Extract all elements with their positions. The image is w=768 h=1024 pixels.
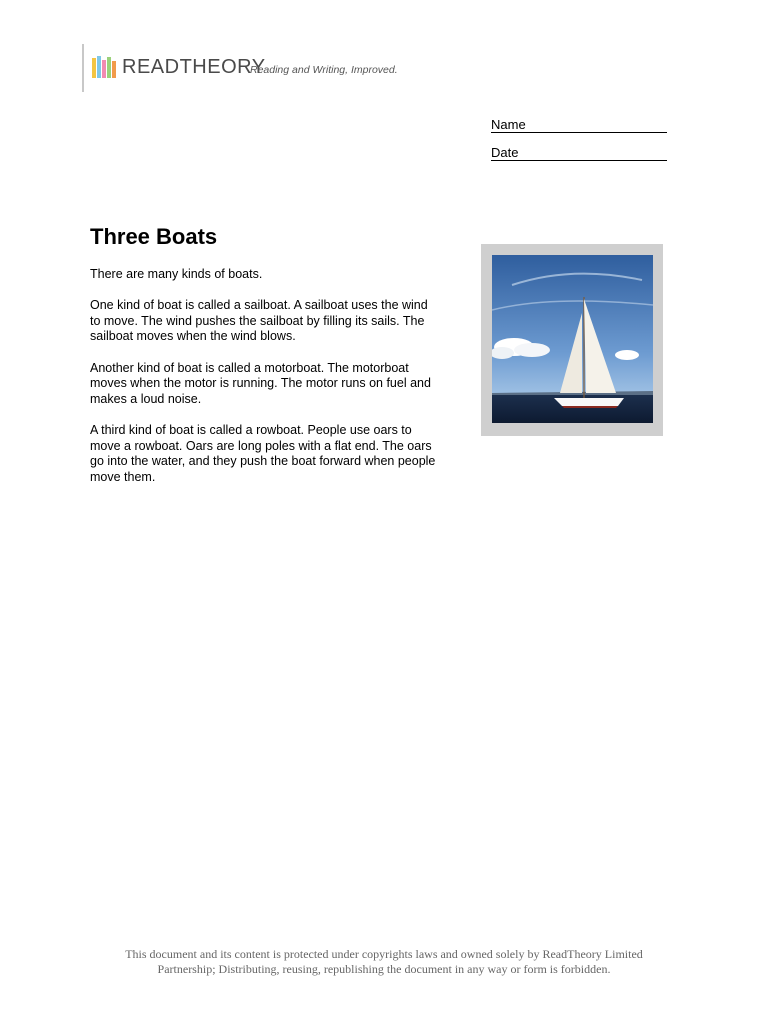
copyright-footer (60, 947, 708, 977)
date-label: Date (491, 145, 519, 160)
paragraph: One kind of boat is called a sailboat. A sailboat uses the wind to move. The wind pushes the sailboat by filling its sails. The sailboat moves when the wind blows. (90, 298, 428, 344)
brand-name: READTHEORY (122, 56, 266, 78)
article-title: Three Boats (90, 224, 218, 249)
photo-frame (481, 244, 663, 436)
name-underline (491, 132, 667, 133)
article-body (90, 267, 440, 501)
books-logo-icon (91, 52, 117, 80)
brand-tagline: Reading and Writing, Improved. (250, 64, 398, 76)
paragraph: Another kind of boat is called a motorboat. The motorboat moves when the motor is running. The motor runs on fuel and makes a loud noise. (90, 360, 431, 406)
date-field[interactable] (491, 145, 667, 161)
copyright-line: Partnership; Distributing, reusing, republishing the document in any way or form is forbidden. (157, 962, 611, 976)
copyright-line: This document and its content is protected under copyrights laws and owned solely by ReadTheory Limited (125, 947, 643, 961)
header-divider (82, 44, 84, 92)
sailboat-photo (492, 255, 653, 423)
date-underline (491, 160, 667, 161)
name-label: Name (491, 117, 526, 132)
paragraph: A third kind of boat is called a rowboat. People use oars to move a rowboat. Oars are long poles with a flat end. The oars go into the water, and they push the boat forward when people move them. (90, 422, 436, 484)
name-field[interactable] (491, 117, 667, 133)
paragraph: There are many kinds of boats. (90, 267, 263, 281)
